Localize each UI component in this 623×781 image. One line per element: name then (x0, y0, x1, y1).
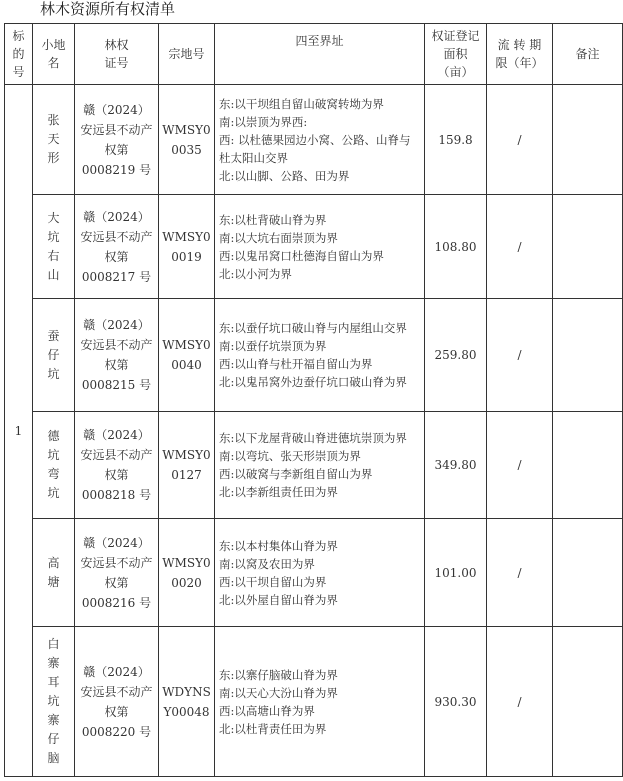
transfer-term: / (487, 519, 553, 627)
header-row (5, 24, 623, 85)
group-number: 1 (5, 85, 33, 777)
registered-area: 101.00 (425, 519, 487, 627)
header-mian-ji: 权证登记面积（亩） (425, 24, 487, 85)
place-name: 蚕仔坑 (33, 299, 75, 412)
certificate-number: 赣（2024）安远县不动产权第0008215 号 (75, 299, 159, 412)
remarks (553, 195, 623, 299)
place-name: 德坑弯坑 (33, 412, 75, 519)
registered-area: 349.80 (425, 412, 487, 519)
table-row (5, 299, 623, 412)
header-xiao-di-ming: 小地名 (33, 24, 75, 85)
registered-area: 259.80 (425, 299, 487, 412)
boundary-line: 东:以寨仔脑破山脊为界 (219, 667, 338, 682)
parcel-number: WMSY00127 (159, 412, 215, 519)
registered-area: 159.8 (425, 85, 487, 195)
header-biao-hao: 标的号 (5, 24, 33, 85)
header-bei-zhu: 备注 (553, 24, 623, 85)
parcel-number: WDYNSY00048 (159, 627, 215, 777)
remarks (553, 299, 623, 412)
place-name: 张天形 (33, 85, 75, 195)
boundary-line: 西:以鬼吊窝口杜德海自留山为界 (219, 248, 384, 263)
parcel-number: WMSY00019 (159, 195, 215, 299)
boundary-line: 北:以小河为界 (219, 266, 292, 281)
boundary-line: 北:以山脚、公路、田为界 (219, 168, 350, 183)
boundary-line: 东:以蚕仔坑口破山脊与内屋组山交界 (219, 321, 407, 335)
certificate-number: 赣（2024）安远县不动产权第0008216 号 (75, 519, 159, 627)
boundary-line: 西:以山脊与杜开福自留山为界 (219, 357, 373, 371)
boundary-line: 南:以窝及农田为界 (219, 556, 315, 571)
remarks (553, 627, 623, 777)
remarks (553, 85, 623, 195)
table-row (5, 412, 623, 519)
place-name: 大坑右山 (33, 195, 75, 299)
transfer-term: / (487, 412, 553, 519)
boundary-line: 北:以李新组责任田为界 (219, 485, 338, 499)
parcel-number: WMSY00040 (159, 299, 215, 412)
certificate-number: 赣（2024）安远县不动产权第0008217 号 (75, 195, 159, 299)
boundary-description (215, 85, 425, 195)
boundary-line: 东:以下龙屋背破山脊进德坑崇顶为界 (219, 431, 407, 445)
registered-area: 108.80 (425, 195, 487, 299)
boundary-line: 东:以本村集体山脊为界 (219, 538, 338, 553)
transfer-term: / (487, 299, 553, 412)
boundary-line: 西:以干坝自留山为界 (219, 574, 327, 589)
boundary-description (215, 195, 425, 299)
boundary-line: 北:以杜背责任田为界 (219, 721, 327, 736)
boundary-line: 南:以天心大汾山脊为界 (219, 685, 338, 700)
remarks (553, 412, 623, 519)
boundary-line: 北:以外屋自留山脊为界 (219, 592, 338, 607)
table-row (5, 85, 623, 195)
header-si-zhi-jie-zhi: 四至界址 (215, 24, 425, 85)
boundary-line: 西:以破窝与李新组自留山为界 (219, 467, 373, 481)
boundary-description (215, 412, 425, 519)
certificate-number: 赣（2024）安远县不动产权第0008220 号 (75, 627, 159, 777)
boundary-description (215, 299, 425, 412)
table-row (5, 195, 623, 299)
header-liu-zhuan-qi-xian: 流 转 期限（年） (487, 24, 553, 85)
transfer-term: / (487, 627, 553, 777)
table-row (5, 519, 623, 627)
place-name: 白寨耳坑寨仔脑 (33, 627, 75, 777)
transfer-term: / (487, 195, 553, 299)
forest-ownership-table (4, 23, 623, 777)
boundary-line: 南:以崇顶为界西: (219, 114, 308, 129)
header-lin-quan-zheng-hao: 林权证号 (75, 24, 159, 85)
boundary-line: 东:以杜背破山脊为界 (219, 212, 327, 227)
boundary-description (215, 519, 425, 627)
boundary-line: 西: 以杜德果园边小窝、公路、山脊与杜太阳山交界 (219, 132, 411, 165)
boundary-line: 北:以鬼吊窝外边蚕仔坑口破山脊为界 (219, 375, 407, 389)
boundary-line: 西:以高塘山脊为界 (219, 703, 315, 718)
header-zong-di-hao: 宗地号 (159, 24, 215, 85)
table-row (5, 627, 623, 777)
parcel-number: WMSY00020 (159, 519, 215, 627)
boundary-line: 南:以大坑右面崇顶为界 (219, 230, 338, 245)
boundary-line: 东:以干坝组自留山破窝转坳为界 (219, 96, 384, 111)
certificate-number: 赣（2024）安远县不动产权第0008219 号 (75, 85, 159, 195)
registered-area: 930.30 (425, 627, 487, 777)
remarks (553, 519, 623, 627)
parcel-number: WMSY00035 (159, 85, 215, 195)
boundary-line: 南:以蚕仔坑崇顶为界 (219, 339, 327, 353)
certificate-number: 赣（2024）安远县不动产权第0008218 号 (75, 412, 159, 519)
place-name: 高塘 (33, 519, 75, 627)
transfer-term: / (487, 85, 553, 195)
document-title: 林木资源所有权清单 (40, 0, 176, 18)
boundary-line: 南:以弯坑、张天形崇顶为界 (219, 449, 361, 463)
boundary-description (215, 627, 425, 777)
